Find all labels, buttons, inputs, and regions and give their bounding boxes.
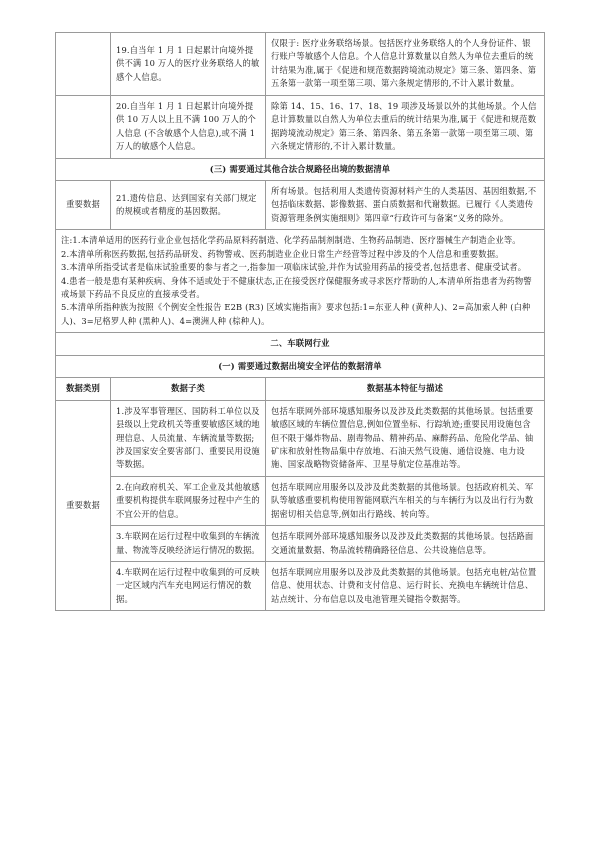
column-header-description: 数据基本特征与描述 xyxy=(266,378,545,400)
table-row xyxy=(56,526,545,562)
row-subcategory: 3.车联网在运行过程中收集到的车辆流量、物流等反映经济运行情况的数据。 xyxy=(111,526,266,562)
table-row xyxy=(56,95,545,158)
column-header-category: 数据类别 xyxy=(56,378,111,400)
note-item: 4.患者一般是患有某种疾病、身体不适或处于不健康状态,正在接受医疗保健服务或寻求医疗帮助的人,本清单所指患者为药物警戒场景下药品不良反应的直接承受者。 xyxy=(61,275,532,299)
row-subcategory: 21.遗传信息、达到国家有关部门规定的规模或者精度的基因数据。 xyxy=(111,180,266,229)
row-category-important-data: 重要数据 xyxy=(56,400,111,611)
column-header-subcategory: 数据子类 xyxy=(111,378,266,400)
section-title-other-legal: (三) 需要通过其他合法合规路径出境的数据清单 xyxy=(56,158,545,180)
row-description: 除第 14、15、16、17、18、19 项涉及场景以外的其他场景。个人信息计算数量以自然人为单位去重后的统计结果为准,属于《促进和规范数据跨境流动规定》第三条、第四条、第五条第一款第一项至第三项、第六条规定情形的,不计入累计数量。 xyxy=(266,95,545,158)
table-row xyxy=(56,476,545,525)
note-item: 注:1.本清单适用的医药行业企业包括化学药品原料药制造、化学药品制剂制造、生物药品制造、医疗器械生产制造企业等。 xyxy=(61,235,521,246)
row-subcategory: 2.在向政府机关、军工企业及其他敏感重要机构提供车联网服务过程中产生的不宜公开的信息。 xyxy=(111,476,266,525)
section-title-row xyxy=(56,158,545,180)
notes-row xyxy=(56,230,545,333)
row-category xyxy=(56,33,111,96)
row-description: 包括车联网应用服务以及涉及此类数据的其他场景。包括充电桩/站位置信息、使用状态、计费和支付信息、运行时长、充换电车辆统计信息、站点统计、分布信息以及电池管理关键指令数据等。 xyxy=(266,562,545,611)
document-page xyxy=(55,32,545,611)
row-description: 包括车联网外部环境感知服务以及涉及此类数据的其他场景。包括路面交通流量数据、物品流转精确路径信息、公共设施信息等。 xyxy=(266,526,545,562)
row-description: 包括车联网应用服务以及涉及此类数据的其他场景。包括政府机关、军队等敏感重要机构使用智能网联汽车相关的与车辆行为以及出行行为数据密切相关信息等,例如出行路线、转向等。 xyxy=(266,476,545,525)
row-description: 所有场景。包括利用人类遗传资源材料产生的人类基因、基因组数据,不包括临床数据、影像数据、蛋白质数据和代谢数据。已履行《人类遗传资源管理条例实施细则》第四章“行政许可与备案”义务的除外。 xyxy=(266,180,545,229)
note-item: 2.本清单所称医药数据,包括药品研发、药物警戒、医药制造业企业日常生产经营等过程中涉及的个人信息和重要数据。 xyxy=(61,248,504,259)
column-header-row xyxy=(56,378,545,400)
table-row xyxy=(56,33,545,96)
data-catalogue-table xyxy=(55,32,545,611)
row-subcategory: 20.自当年 1 月 1 日起累计向境外提供 10 万人以上且不满 100 万人的个人信息 (不含敏感个人信息),或不满 1 万人的敏感个人信息。 xyxy=(111,95,266,158)
table-row xyxy=(56,180,545,229)
row-category xyxy=(56,95,111,158)
notes-block xyxy=(56,230,545,333)
section-title-security-assessment: (一) 需要通过数据出境安全评估的数据清单 xyxy=(56,355,545,377)
row-description: 仅限于: 医疗业务联络场景。包括医疗业务联络人的个人身份证件、银行账户等敏感个人信息。个人信息计算数量以自然人为单位去重后的统计结果为准,属于《促进和规范数据跨境流动规定》第三条、第四条、第五条第一款第一项至第三项、第六条规定情形的,不计入累计数量。 xyxy=(266,33,545,96)
row-subcategory: 1.涉及军事管理区、国防科工单位以及县级以上党政机关等重要敏感区域的地理信息、人员流量、车辆流量等数据;涉及国家安全要害部门、重要民用设施等数据。 xyxy=(111,400,266,476)
table-row xyxy=(56,562,545,611)
row-subcategory: 4.车联网在运行过程中收集到的可反映一定区域内汽车充电网运行情况的数据。 xyxy=(111,562,266,611)
section-title-row xyxy=(56,355,545,377)
table-row xyxy=(56,400,545,476)
row-subcategory: 19.自当年 1 月 1 日起累计向境外提供不满 10 万人的医疗业务联络人的敏感个人信息。 xyxy=(111,33,266,96)
industry-heading-iov: 二、车联网行业 xyxy=(56,333,545,355)
note-item: 5.本清单所指种族为按照《个例安全性报告 E2B (R3) 区域实施指南》要求包括:1=东亚人种 (黄种人)、2=高加索人种 (白种人)、3=尼格罗人种 (黑种人)、4=澳洲人种 (棕种人)。 xyxy=(61,302,531,326)
note-item: 3.本清单所指受试者是临床试验重要的参与者之一,指参加一项临床试验,并作为试验用药品的接受者,包括患者、健康受试者。 xyxy=(61,262,527,273)
industry-heading-row xyxy=(56,333,545,355)
row-description: 包括车联网外部环境感知服务以及涉及此类数据的其他场景。包括重要敏感区域的车辆位置信息,例如位置坐标、行踪轨迹;重要民用设施包含但不限于爆炸物品、剧毒物品、精神药品、麻醉药品、危险化学品、铀矿床和放射性物品集中存放地、石油天然气设施、通信设施、电力设施、国家战略物资储备库、卫星导航定位基准站等。 xyxy=(266,400,545,476)
row-category: 重要数据 xyxy=(56,180,111,229)
